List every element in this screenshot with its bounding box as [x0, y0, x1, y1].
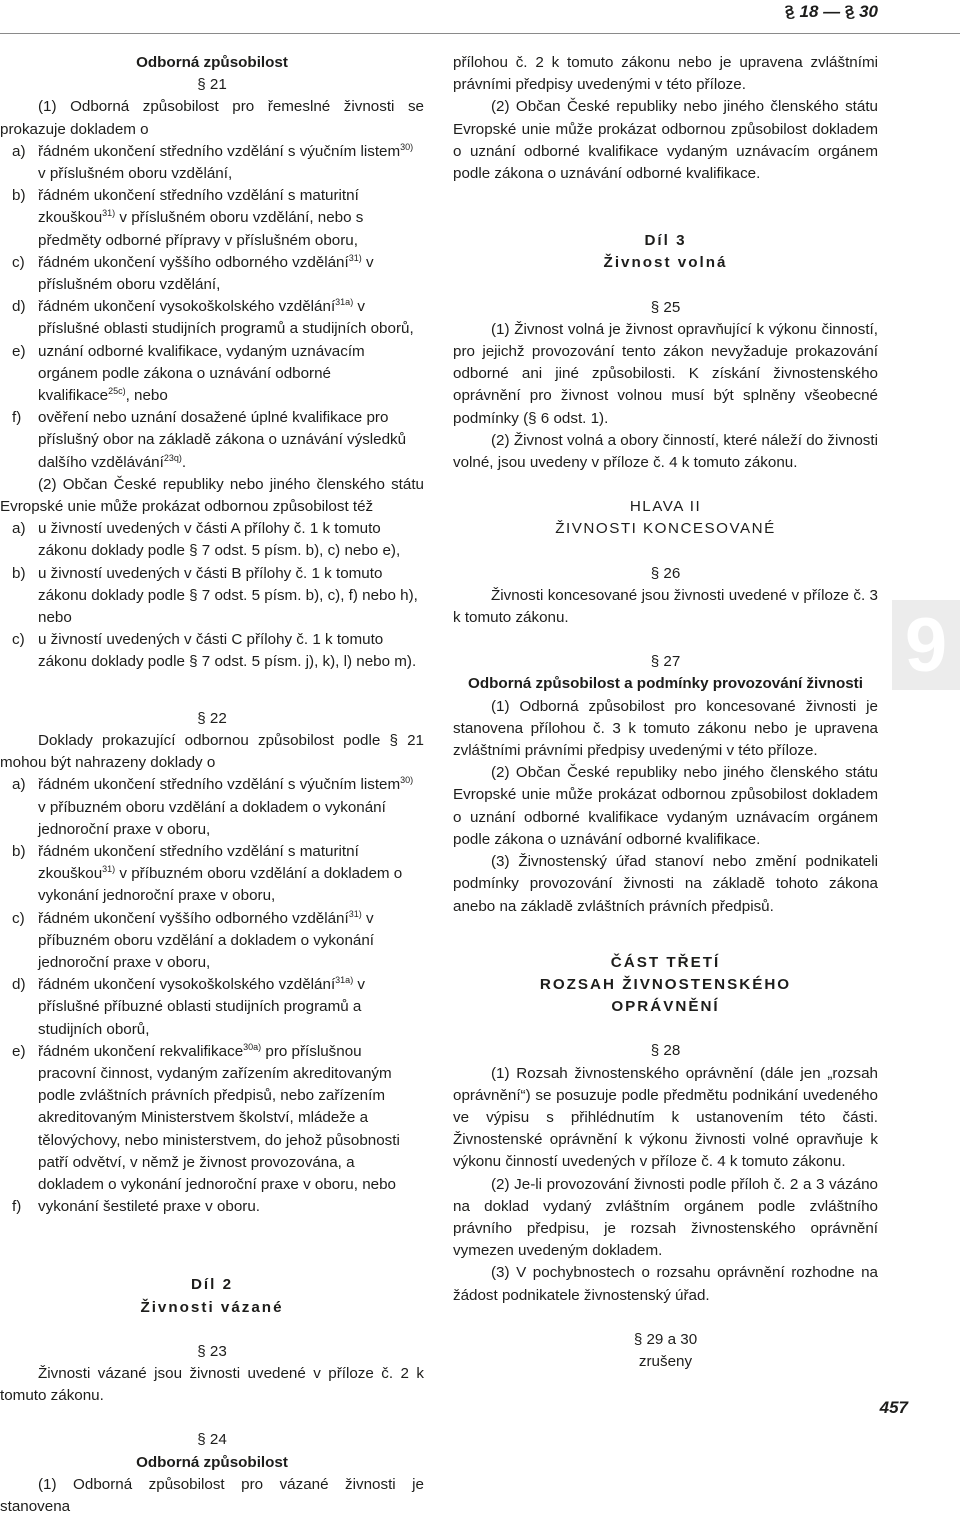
paragraph: (2) Občan České republiky nebo jiného členského státu Evropské unie může prokázat odbornou způsobilost dokladem o uznání odborné kvalifikace vydaným uznávacím orgánem podle zákona o uznávání odborné kvalifikace.	[453, 764, 878, 848]
footnote-ref: 30)	[400, 141, 414, 152]
section-number: § 23	[197, 1342, 227, 1360]
part-title: ROZSAH ŽIVNOSTENSKÉHO	[539, 975, 792, 993]
list-item	[0, 974, 424, 1041]
list-item-text: u živností uvedených v části A přílohy č. 1 k tomuto zákonu doklady podle § 7 odst. 5 písm. b), c) nebo e),	[38, 520, 401, 560]
paragraph: (2) Živnost volná a obory činností, které náleží do živnosti volné, jsou uvedeny v příloze č. 4 k tomuto zákonu.	[453, 431, 878, 472]
header-rule	[0, 33, 960, 34]
page-range-marker: § 18 — § 30	[785, 2, 878, 21]
paragraph: Živnosti vázané jsou živnosti uvedené v příloze č. 2 k tomuto zákonu.	[0, 1364, 424, 1405]
section-number: § 22	[197, 709, 227, 727]
footnote-ref: 30)	[400, 775, 414, 786]
list-item-text: řádném ukončení vyššího odborného vzdělání$^{31)}$ v příbuzném oboru vzdělání a dokladem o vykonání jednoroční praxe v oboru,	[38, 908, 375, 971]
list-item-label: d)	[12, 298, 26, 316]
list-item-label: b)	[12, 564, 26, 582]
paragraph: (1) Rozsah živnostenského oprávnění (dále jen „rozsah oprávnění“) se posuzuje podle předmětu podnikání uvedeného ve výpisu s přihlédnutím k ustanovením této části. Živnostenské oprávnění k výkonu živnosti volné opravňuje k výkonu činností uvedených v příloze č. 4 k tomuto zákonu.	[453, 1064, 878, 1171]
list-item-text: řádném ukončení vysokoškolského vzdělání$^{31a)}$ v příslušné příbuzné oblasti studijních programů a studijních oborů,	[38, 975, 366, 1038]
part-title: Díl 2	[190, 1276, 234, 1294]
section-heading: Odborná způsobilost a podmínky provozování živnosti	[468, 675, 863, 693]
part-title: Díl 3	[644, 232, 687, 250]
part-subtitle: Živnosti vázané	[140, 1298, 284, 1316]
section-heading: Odborná způsobilost	[136, 54, 288, 71]
footnote-ref: 31)	[348, 908, 362, 919]
list-item-label: f)	[12, 409, 22, 427]
paragraph: (2) Občan České republiky nebo jiného členského státu Evropské unie může prokázat odbornou způsobilost též	[0, 475, 424, 516]
left-column	[0, 52, 424, 1518]
list-item	[0, 774, 424, 841]
list-item-label: c)	[12, 909, 25, 927]
section-number: § 28	[650, 1042, 681, 1060]
list-item-label: f)	[12, 1198, 22, 1216]
chapter-subtitle: ŽIVNOSTI KONCESOVANÉ	[555, 520, 776, 538]
footnote-ref: 31)	[102, 208, 116, 219]
list-item	[0, 185, 424, 252]
list-item-text: u živností uvedených v části C přílohy č. 1 k tomuto zákonu doklady podle § 7 odst. 5 písm. j), k), l) nebo m).	[38, 631, 417, 671]
list-item-label: e)	[12, 1042, 26, 1060]
section-sign: §	[844, 2, 855, 21]
paragraph: přílohou č. 2 k tomuto zákonu nebo je upravena zvláštními právními předpisy uvedenými v této příloze.	[453, 54, 878, 94]
section-number: § 29 a 30	[633, 1330, 698, 1348]
list	[0, 141, 424, 474]
section-note: zrušeny	[638, 1352, 693, 1370]
list-item	[0, 407, 424, 474]
list-item	[0, 1196, 424, 1218]
list-item-text: řádném ukončení středního vzdělání s maturitní zkouškou$^{31)}$ v příslušném oboru vzdělání, nebo s předměty odborné přípravy v příslušném oboru,	[38, 187, 364, 249]
list-item	[0, 141, 424, 185]
footnote-ref: 31)	[102, 864, 116, 875]
list-item-text: řádném ukončení středního vzdělání s maturitní zkouškou$^{31)}$ v příbuzném oboru vzdělání a dokladem o vykonání jednoroční praxe v oboru,	[38, 842, 403, 905]
footnote-ref: 31a)	[335, 297, 354, 308]
list-item	[0, 908, 424, 975]
paragraph: (2) Občan České republiky nebo jiného členského státu Evropské unie může prokázat odbornou způsobilost dokladem o uznání odborné kvalifikace vydaným uznávacím orgánem podle zákona o uznávání odborné kvalifikace.	[453, 98, 878, 183]
chapter-title: HLAVA II	[629, 498, 702, 516]
section-number: § 25	[650, 298, 681, 316]
page-range-start: 18	[799, 2, 819, 21]
list-item-label: d)	[12, 976, 26, 994]
list-item-text: ověření nebo uznání dosažené úplné kvalifikace pro příslušný obor na základě zákona o uznávání výsledků dalšího vzdělávání$^{23q)}$.	[38, 409, 407, 471]
list-item	[0, 252, 424, 296]
paragraph: (1) Odborná způsobilost pro řemeslné živnosti se prokazuje dokladem o	[0, 98, 424, 138]
list	[0, 518, 424, 673]
list-item-label: a)	[12, 520, 26, 538]
list-item	[0, 563, 424, 630]
right-column	[453, 52, 878, 1373]
footnote-ref: 31)	[348, 252, 362, 263]
paragraph: (1) Živnost volná je živnost opravňující k výkonu činností, pro jejichž provozování tento zákon nevyžaduje prokazování odborné ani jiné způsobilosti. K získání živnostenského oprávnění pro živnost volnou musí být splněny všeobecné podmínky (§ 6 odst. 1).	[453, 320, 878, 427]
section-number: § 24	[197, 1431, 227, 1449]
list-item-text: řádném ukončení vyššího odborného vzdělání$^{31)}$ v příslušném oboru vzdělání,	[38, 252, 374, 294]
footnote-ref: 23q)	[163, 452, 182, 463]
list-item-label: b)	[12, 187, 26, 205]
list-item-text: řádném ukončení vysokoškolského vzdělání$^{31a)}$ v příslušné oblasti studijních programů a studijních oborů,	[38, 297, 414, 338]
list-item	[0, 341, 424, 408]
paragraph: (2) Je-li provozování živnosti podle příloh č. 2 a 3 vázáno na doklad vydaný zvláštním orgánem podle zvláštního právního předpisu, je rozsah živnostenského oprávnění vymezen uvedeným dokladem.	[453, 1175, 878, 1260]
list-item-label: a)	[12, 776, 26, 794]
list-item-label: c)	[12, 253, 25, 271]
list-item	[0, 518, 424, 562]
list-item	[0, 841, 424, 908]
list	[0, 774, 424, 1218]
section-number: § 21	[197, 76, 227, 94]
paragraph: Doklady prokazující odbornou způsobilost podle § 21 mohou být nahrazeny doklady o	[0, 731, 424, 772]
section-number: § 27	[650, 653, 681, 671]
list-item-text: uznání odborné kvalifikace, vydaným uznávacím orgánem podle zákona o uznávání odborné kvalifikace$^{25c)}$, nebo	[38, 342, 365, 405]
list-item-text: u živností uvedených v části B přílohy č. 1 k tomuto zákonu doklady podle § 7 odst. 5 písm. b), c), f) nebo h), nebo	[38, 564, 418, 627]
footnote-ref: 31a)	[335, 975, 354, 986]
list-item-text: řádném ukončení středního vzdělání s výučním listem$^{30)}$ v příbuzném oboru vzdělání a dokladem o vykonání jednoroční praxe v oboru,	[38, 775, 414, 838]
part-title: OPRÁVNĚNÍ	[611, 998, 720, 1016]
list-item-text: řádném ukončení středního vzdělání s výučním listem$^{30)}$ v příslušném oboru vzdělání,	[38, 141, 414, 183]
chapter-tab: 9	[892, 600, 960, 690]
list-item-label: e)	[12, 342, 26, 360]
section-number: § 26	[650, 564, 681, 582]
list-item-text: řádném ukončení rekvalifikace$^{30a)}$ pro příslušnou pracovní činnost, vydaným zařízením akreditovaným podle zvláštních právních předpisů, nebo zařízením akreditovaným Ministerstvem školství, mládeže a tělovýchovy, nebo ministerstvem, do jehož působnosti patří odvětví, v němž je živnost provozována, a dokladem o vykonání jednoroční praxe v oboru, nebo	[38, 1041, 400, 1193]
list-item-label: b)	[12, 842, 26, 860]
footnote-ref: 25c)	[108, 386, 126, 397]
list-item	[0, 296, 424, 340]
section-heading: Odborná způsobilost	[136, 1453, 288, 1471]
paragraph: (1) Odborná způsobilost pro koncesované živnosti je stanovena přílohou č. 3 k tomuto zákonu nebo je upravena zvláštními právními předpisy uvedenými v této příloze.	[453, 697, 878, 760]
page-range-end: 30	[859, 2, 878, 21]
part-title: ČÁST TŘETÍ	[610, 953, 721, 971]
section-sign: §	[785, 2, 795, 21]
paragraph: Živnosti koncesované jsou živnosti uvedené v příloze č. 3 k tomuto zákonu.	[453, 586, 878, 627]
part-subtitle: Živnost volná	[603, 254, 728, 272]
list-item-label: c)	[12, 631, 25, 649]
list-item	[0, 1041, 424, 1196]
list-item-label: a)	[12, 142, 26, 160]
paragraph: (3) Živnostenský úřad stanoví nebo změní podnikateli podmínky provozování živnosti na základě tohoto zákona anebo na základě zvláštních právních předpisů.	[453, 853, 878, 915]
list-item-text: vykonání šestileté praxe v oboru.	[38, 1198, 261, 1216]
footnote-ref: 30a)	[243, 1041, 262, 1052]
page-number: 457	[879, 1398, 908, 1417]
paragraph: (3) V pochybnostech o rozsahu oprávnění rozhodne na žádost podnikatele živnostenský úřad.	[453, 1264, 878, 1304]
paragraph: (1) Odborná způsobilost pro vázané živnosti je stanovena	[0, 1475, 424, 1515]
list-item	[0, 629, 424, 673]
